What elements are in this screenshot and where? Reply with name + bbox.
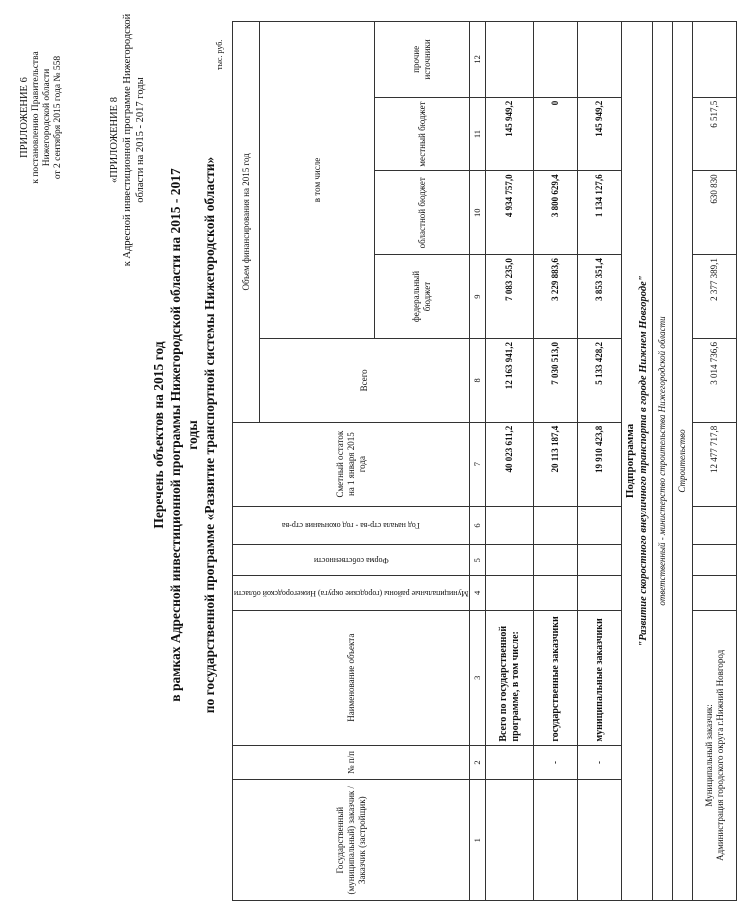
appendix-6-title: ПРИЛОЖЕНИЕ 6 <box>19 77 30 158</box>
document-title <box>150 155 218 715</box>
section-row <box>673 22 693 901</box>
header-ownership-cell <box>233 545 470 576</box>
column-number: 9 <box>470 255 486 339</box>
row-federal: 7 083 235,0 <box>486 255 534 339</box>
row-federal: 3 853 351,4 <box>578 255 622 339</box>
appendix-8-line: области на 2015 - 2017 годы <box>135 77 146 203</box>
row-local: 145 949,2 <box>578 97 622 171</box>
row-regional: 4 934 757,0 <box>486 171 534 255</box>
table-row-state <box>534 22 578 901</box>
row-regional: 3 800 629,4 <box>534 171 578 255</box>
appendix-8-title: «ПРИЛОЖЕНИЕ 8 <box>109 97 120 183</box>
section-title: Строительство <box>673 22 693 901</box>
column-number: 6 <box>470 506 486 545</box>
header-ownership: Форма собственности <box>313 556 389 566</box>
column-number: 4 <box>470 576 486 611</box>
header-row-1 <box>233 22 260 901</box>
appendix-8-block <box>108 5 147 275</box>
appendix-8-line: к Адресной инвестиционной программе Нижегородской <box>122 13 133 267</box>
responsible-row <box>653 22 673 901</box>
column-number-row <box>470 22 486 901</box>
muni-customer-cell <box>693 610 737 900</box>
header-num: № п/п <box>233 745 470 780</box>
column-number: 2 <box>470 745 486 780</box>
header-municipality: Муниципальные районы (городские округа) Нижегородской области <box>234 588 469 598</box>
title-line-3: по государственной программе «Развитие транспортной системы Нижегородской области» <box>202 156 217 714</box>
row-other <box>578 22 622 98</box>
header-years-cell <box>233 506 470 545</box>
header-other: прочие источники <box>375 22 470 98</box>
row-other <box>486 22 534 98</box>
subprogram-row <box>622 22 653 901</box>
objects-table <box>232 21 737 901</box>
row-name: Всего по государственной программе, в том числе: <box>486 610 534 745</box>
row-total: 7 030 513,0 <box>534 338 578 422</box>
muni-customer-name: Администрация городского округа г.Нижний Новгород <box>714 649 725 861</box>
column-number: 10 <box>470 171 486 255</box>
header-federal: федеральный бюджет <box>375 255 470 339</box>
row-num: - <box>534 745 578 780</box>
header-object-name: Наименование объекта <box>233 610 470 745</box>
header-years: Год начала стр-ва - год окончания стр-ва <box>282 521 421 531</box>
row-num: - <box>578 745 622 780</box>
row-federal: 2 377 389,1 <box>693 255 737 339</box>
column-number: 1 <box>470 780 486 901</box>
header-balance: Сметный остаток на 1 января 2015 года <box>233 422 470 506</box>
table-row-muni-customer <box>693 22 737 901</box>
column-number: 12 <box>470 22 486 98</box>
row-local: 6 517,5 <box>693 97 737 171</box>
subprogram-name: "Развитие скоростного внеуличного транспорта в городе Нижнем Новгороде" <box>638 275 650 647</box>
row-name: государственные заказчики <box>534 610 578 745</box>
row-balance: 19 910 423,8 <box>578 422 622 506</box>
title-line-2: в рамках Адресной инвестиционной программы Нижегородской области на 2015 - 2017 годы <box>168 168 200 702</box>
row-regional: 630 830 <box>693 171 737 255</box>
row-num <box>486 745 534 780</box>
appendix-6-date: от 2 сентября 2015 года № 558 <box>53 55 63 180</box>
muni-customer-label: Муниципальный заказчик: <box>703 704 714 807</box>
appendix-6-line: Нижегородской области <box>42 68 52 167</box>
row-name: муниципальные заказчики <box>578 610 622 745</box>
header-customer: Государственный (муниципальный) заказчик / Заказчик (застройщик) <box>233 780 470 901</box>
row-regional: 1 134 127,6 <box>578 171 622 255</box>
row-total: 3 014 736,6 <box>693 338 737 422</box>
column-number: 11 <box>470 97 486 171</box>
row-other <box>534 22 578 98</box>
row-local: 0 <box>534 97 578 171</box>
column-number: 7 <box>470 422 486 506</box>
row-balance: 40 023 611,2 <box>486 422 534 506</box>
table-row-total <box>486 22 534 901</box>
subprogram-label: Подпрограмма <box>624 423 637 499</box>
column-number: 8 <box>470 338 486 422</box>
appendix-6-block <box>18 15 64 220</box>
row-local: 145 949,2 <box>486 97 534 171</box>
header-local: местный бюджет <box>375 97 470 171</box>
column-number: 5 <box>470 545 486 576</box>
header-regional: областной бюджет <box>375 171 470 255</box>
header-including: в том числе <box>260 22 375 339</box>
table-row-municipal <box>578 22 622 901</box>
row-balance: 12 477 717,8 <box>693 422 737 506</box>
header-municipality-cell <box>233 576 470 611</box>
appendix-6-line: к постановлению Правительства <box>31 51 41 184</box>
responsible-text: ответственный - министерство строительства Нижегородской области <box>653 22 673 901</box>
column-number: 3 <box>470 610 486 745</box>
unit-label: тыс. руб. <box>215 39 224 70</box>
row-total: 12 163 941,2 <box>486 338 534 422</box>
header-total: Всего <box>260 338 470 422</box>
row-balance: 20 113 187,4 <box>534 422 578 506</box>
row-total: 5 133 428,2 <box>578 338 622 422</box>
header-funding-group: Объем финансирования на 2015 год <box>233 22 260 423</box>
title-line-1: Перечень объектов на 2015 год <box>151 341 166 529</box>
row-federal: 3 229 883,6 <box>534 255 578 339</box>
